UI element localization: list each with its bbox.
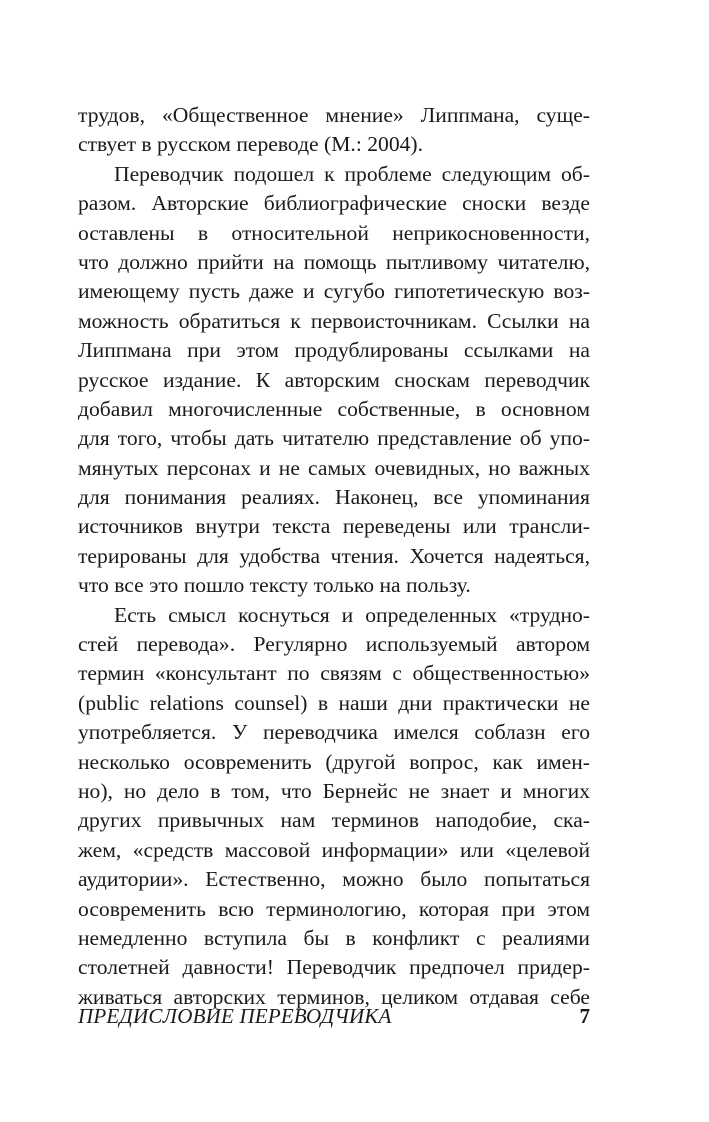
text-line: живаться авторских терминов, целиком отдавая себе xyxy=(78,984,590,1009)
text-line: можность обратиться к первоисточникам. Ссылки на xyxy=(78,308,590,333)
text-line: Есть смысл коснуться и определенных «трудно- xyxy=(114,602,590,627)
text-line: немедленно вступила бы в конфликт с реалиями xyxy=(78,925,590,950)
page-footer xyxy=(78,1000,590,1032)
text-line: употребляется. У переводчика имелся соблазн его xyxy=(78,720,590,745)
text-line: Переводчик подошел к проблеме следующим об- xyxy=(114,161,590,186)
text-line: для понимания реалиях. Наконец, все упоминания xyxy=(78,485,590,510)
text-line: что должно прийти на помощь пытливому читателю, xyxy=(78,249,590,274)
text-line: имеющему пусть даже и сугубо гипотетическую воз- xyxy=(78,279,590,304)
text-line: для того, чтобы дать читателю представление об упо- xyxy=(78,426,590,451)
body-text xyxy=(78,101,590,1012)
text-line: термин «консультант по связям с общественностью» xyxy=(78,661,590,686)
running-title: ПРЕДИСЛОВИЕ ПЕРЕВОДЧИКА xyxy=(78,1004,392,1028)
text-line: но), но дело в том, что Бернейс не знает и многих xyxy=(78,778,590,803)
text-line: добавил многочисленные собственные, в основном xyxy=(78,396,590,421)
text-line: Липпмана при этом продублированы ссылками на xyxy=(78,338,590,363)
text-line: аудитории». Естественно, можно было попытаться xyxy=(78,867,590,892)
text-line: столетней давности! Переводчик предпочел придер- xyxy=(78,955,590,980)
text-line: трудов, «Общественное мнение» Липпмана, суще- xyxy=(78,103,590,127)
page-number: 7 xyxy=(579,1004,590,1028)
text-line: мянутых персонах и не самых очевидных, но важных xyxy=(78,455,590,480)
text-line: оставлены в относительной неприкосновенности, xyxy=(78,220,590,245)
text-line: источников внутри текста переведены или трансли- xyxy=(78,514,590,539)
text-line: жем, «средств массовой информации» или «целевой xyxy=(78,837,590,862)
text-line: других привычных нам терминов наподобие, ска- xyxy=(78,808,590,833)
text-line: ствует в русском переводе (М.: 2004). xyxy=(78,132,424,157)
text-line: терированы для удобства чтения. Хочется надеяться, xyxy=(78,543,590,568)
text-line: несколько осовременить (другой вопрос, как имен- xyxy=(78,749,590,774)
text-line: (public relations counsel) в наши дни практически не xyxy=(78,690,590,715)
text-line: что все это пошло тексту только на пользу. xyxy=(78,573,471,598)
text-line: русское издание. К авторским сноскам переводчик xyxy=(78,367,590,392)
text-line: стей перевода». Регулярно используемый автором xyxy=(78,632,590,657)
text-line: разом. Авторские библиографические сноски везде xyxy=(78,191,590,216)
text-line: осовременить всю терминологию, которая при этом xyxy=(78,896,590,921)
